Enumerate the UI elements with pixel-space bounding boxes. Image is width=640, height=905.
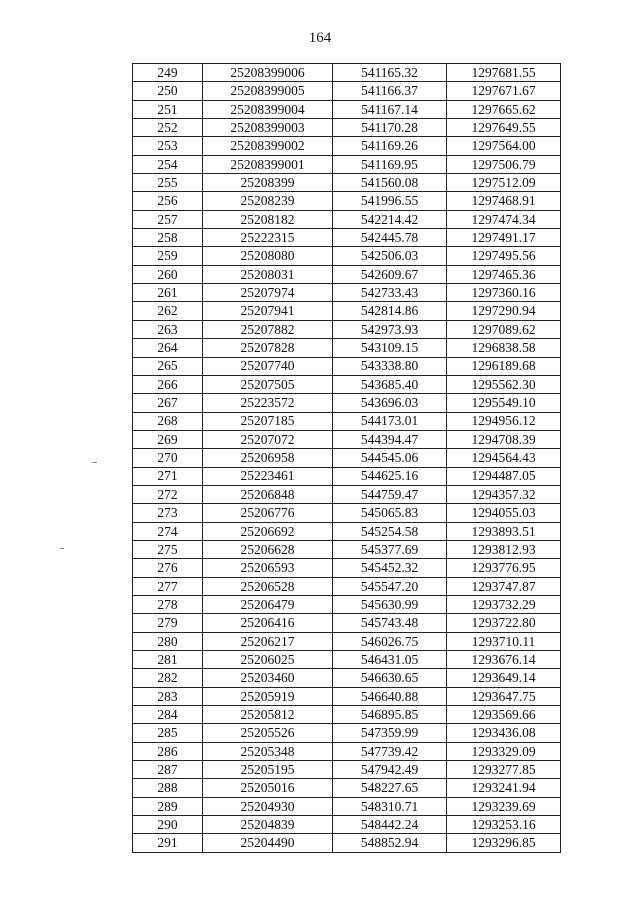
table-row [133,284,561,302]
coordinates-table [132,63,561,853]
y-coordinate-cell: 1294055.03 [447,504,561,522]
point-id-cell: 25208182 [203,210,333,228]
point-id-cell: 25208399003 [203,119,333,137]
table-row [133,174,561,192]
point-id-cell: 25206628 [203,540,333,558]
point-number-cell: 277 [133,577,203,595]
point-id-cell: 25207882 [203,320,333,338]
x-coordinate-cell: 543338.80 [333,357,447,375]
point-id-cell: 25206776 [203,504,333,522]
point-number-cell: 254 [133,155,203,173]
x-coordinate-cell: 541169.26 [333,137,447,155]
table-row [133,779,561,797]
y-coordinate-cell: 1297564.00 [447,137,561,155]
point-id-cell: 25203460 [203,669,333,687]
table-row [133,265,561,283]
table-row [133,430,561,448]
table-row [133,485,561,503]
point-id-cell: 25207505 [203,375,333,393]
table-row [133,302,561,320]
point-id-cell: 25204839 [203,816,333,834]
point-number-cell: 284 [133,706,203,724]
y-coordinate-cell: 1293239.69 [447,797,561,815]
y-coordinate-cell: 1297665.62 [447,100,561,118]
point-id-cell: 25205016 [203,779,333,797]
table-row [133,247,561,265]
point-id-cell: 25207740 [203,357,333,375]
point-number-cell: 264 [133,339,203,357]
point-number-cell: 278 [133,595,203,613]
table-row [133,614,561,632]
point-number-cell: 261 [133,284,203,302]
x-coordinate-cell: 546431.05 [333,651,447,669]
table-row [133,522,561,540]
x-coordinate-cell: 542814.86 [333,302,447,320]
x-coordinate-cell: 548442.24 [333,816,447,834]
y-coordinate-cell: 1297465.36 [447,265,561,283]
y-coordinate-cell: 1293329.09 [447,742,561,760]
point-number-cell: 266 [133,375,203,393]
point-id-cell: 25208080 [203,247,333,265]
point-number-cell: 283 [133,687,203,705]
point-id-cell: 25205919 [203,687,333,705]
x-coordinate-cell: 546895.85 [333,706,447,724]
point-id-cell: 25206692 [203,522,333,540]
x-coordinate-cell: 542973.93 [333,320,447,338]
y-coordinate-cell: 1293241.94 [447,779,561,797]
x-coordinate-cell: 544625.16 [333,467,447,485]
x-coordinate-cell: 543696.03 [333,394,447,412]
table-row [133,632,561,650]
table-row [133,687,561,705]
point-number-cell: 270 [133,449,203,467]
table-row [133,119,561,137]
table-row [133,651,561,669]
y-coordinate-cell: 1294956.12 [447,412,561,430]
table-row [133,595,561,613]
x-coordinate-cell: 548852.94 [333,834,447,852]
y-coordinate-cell: 1293722.80 [447,614,561,632]
point-id-cell: 25206025 [203,651,333,669]
point-number-cell: 258 [133,229,203,247]
point-id-cell: 25208399 [203,174,333,192]
x-coordinate-cell: 541165.32 [333,64,447,82]
point-id-cell: 25208399001 [203,155,333,173]
table-row [133,816,561,834]
point-number-cell: 257 [133,210,203,228]
x-coordinate-cell: 544394.47 [333,430,447,448]
x-coordinate-cell: 542506.03 [333,247,447,265]
y-coordinate-cell: 1293277.85 [447,761,561,779]
table-row [133,797,561,815]
x-coordinate-cell: 543109.15 [333,339,447,357]
point-id-cell: 25223572 [203,394,333,412]
x-coordinate-cell: 543685.40 [333,375,447,393]
y-coordinate-cell: 1293776.95 [447,559,561,577]
point-id-cell: 25205526 [203,724,333,742]
y-coordinate-cell: 1296189.68 [447,357,561,375]
y-coordinate-cell: 1294708.39 [447,430,561,448]
y-coordinate-cell: 1297360.16 [447,284,561,302]
point-number-cell: 281 [133,651,203,669]
x-coordinate-cell: 541167.14 [333,100,447,118]
point-id-cell: 25206416 [203,614,333,632]
table-row [133,669,561,687]
point-number-cell: 288 [133,779,203,797]
y-coordinate-cell: 1294564.43 [447,449,561,467]
y-coordinate-cell: 1293812.93 [447,540,561,558]
table-row [133,64,561,82]
point-number-cell: 251 [133,100,203,118]
x-coordinate-cell: 545065.83 [333,504,447,522]
y-coordinate-cell: 1297468.91 [447,192,561,210]
point-id-cell: 25208399004 [203,100,333,118]
x-coordinate-cell: 544759.47 [333,485,447,503]
table-row [133,375,561,393]
x-coordinate-cell: 541170.28 [333,119,447,137]
x-coordinate-cell: 542609.67 [333,265,447,283]
x-coordinate-cell: 544173.01 [333,412,447,430]
point-number-cell: 287 [133,761,203,779]
point-number-cell: 252 [133,119,203,137]
point-number-cell: 282 [133,669,203,687]
margin-mark [60,548,64,549]
y-coordinate-cell: 1295549.10 [447,394,561,412]
point-number-cell: 290 [133,816,203,834]
y-coordinate-cell: 1295562.30 [447,375,561,393]
x-coordinate-cell: 544545.06 [333,449,447,467]
point-number-cell: 265 [133,357,203,375]
table-row [133,339,561,357]
point-id-cell: 25204930 [203,797,333,815]
point-number-cell: 285 [133,724,203,742]
point-id-cell: 25208399006 [203,64,333,82]
y-coordinate-cell: 1297491.17 [447,229,561,247]
point-number-cell: 272 [133,485,203,503]
point-number-cell: 259 [133,247,203,265]
point-number-cell: 274 [133,522,203,540]
point-id-cell: 25206593 [203,559,333,577]
point-number-cell: 267 [133,394,203,412]
point-number-cell: 271 [133,467,203,485]
x-coordinate-cell: 545377.69 [333,540,447,558]
table-row [133,82,561,100]
x-coordinate-cell: 545254.58 [333,522,447,540]
y-coordinate-cell: 1297671.67 [447,82,561,100]
point-number-cell: 286 [133,742,203,760]
y-coordinate-cell: 1293436.08 [447,724,561,742]
point-number-cell: 263 [133,320,203,338]
table-row [133,137,561,155]
table-row [133,742,561,760]
point-number-cell: 276 [133,559,203,577]
point-id-cell: 25205195 [203,761,333,779]
y-coordinate-cell: 1293296.85 [447,834,561,852]
table-row [133,210,561,228]
table-row [133,540,561,558]
table-row [133,449,561,467]
table-row [133,394,561,412]
x-coordinate-cell: 545452.32 [333,559,447,577]
x-coordinate-cell: 541996.55 [333,192,447,210]
x-coordinate-cell: 546630.65 [333,669,447,687]
x-coordinate-cell: 545547.20 [333,577,447,595]
y-coordinate-cell: 1296838.58 [447,339,561,357]
page-number: 164 [308,30,332,46]
x-coordinate-cell: 545630.99 [333,595,447,613]
point-id-cell: 25204490 [203,834,333,852]
table-row [133,706,561,724]
y-coordinate-cell: 1297681.55 [447,64,561,82]
table-row [133,229,561,247]
y-coordinate-cell: 1293647.75 [447,687,561,705]
x-coordinate-cell: 542445.78 [333,229,447,247]
y-coordinate-cell: 1297089.62 [447,320,561,338]
margin-mark [92,462,97,463]
y-coordinate-cell: 1293747.87 [447,577,561,595]
y-coordinate-cell: 1293253.16 [447,816,561,834]
y-coordinate-cell: 1293649.14 [447,669,561,687]
point-id-cell: 25207185 [203,412,333,430]
point-number-cell: 289 [133,797,203,815]
table-row [133,320,561,338]
point-id-cell: 25206958 [203,449,333,467]
table-row [133,577,561,595]
point-number-cell: 280 [133,632,203,650]
x-coordinate-cell: 541560.08 [333,174,447,192]
table-body [133,64,561,853]
point-number-cell: 249 [133,64,203,82]
y-coordinate-cell: 1294357.32 [447,485,561,503]
x-coordinate-cell: 547739.42 [333,742,447,760]
point-id-cell: 25208399005 [203,82,333,100]
point-id-cell: 25207941 [203,302,333,320]
y-coordinate-cell: 1297290.94 [447,302,561,320]
point-id-cell: 25208399002 [203,137,333,155]
point-id-cell: 25222315 [203,229,333,247]
x-coordinate-cell: 541169.95 [333,155,447,173]
y-coordinate-cell: 1297506.79 [447,155,561,173]
y-coordinate-cell: 1294487.05 [447,467,561,485]
y-coordinate-cell: 1293569.66 [447,706,561,724]
point-number-cell: 253 [133,137,203,155]
table-row [133,559,561,577]
x-coordinate-cell: 548310.71 [333,797,447,815]
x-coordinate-cell: 541166.37 [333,82,447,100]
y-coordinate-cell: 1293710.11 [447,632,561,650]
point-number-cell: 256 [133,192,203,210]
x-coordinate-cell: 546640.88 [333,687,447,705]
coordinates-table-container [132,63,561,853]
table-row [133,357,561,375]
point-id-cell: 25207072 [203,430,333,448]
x-coordinate-cell: 542733.43 [333,284,447,302]
x-coordinate-cell: 547942.49 [333,761,447,779]
table-row [133,467,561,485]
point-id-cell: 25223461 [203,467,333,485]
point-number-cell: 273 [133,504,203,522]
point-id-cell: 25205348 [203,742,333,760]
point-id-cell: 25205812 [203,706,333,724]
table-row [133,761,561,779]
point-number-cell: 268 [133,412,203,430]
point-number-cell: 262 [133,302,203,320]
table-row [133,834,561,852]
point-id-cell: 25206217 [203,632,333,650]
table-row [133,504,561,522]
y-coordinate-cell: 1293676.14 [447,651,561,669]
point-number-cell: 291 [133,834,203,852]
table-row [133,724,561,742]
table-row [133,100,561,118]
y-coordinate-cell: 1297474.34 [447,210,561,228]
x-coordinate-cell: 548227.65 [333,779,447,797]
point-id-cell: 25207828 [203,339,333,357]
point-number-cell: 250 [133,82,203,100]
x-coordinate-cell: 542214.42 [333,210,447,228]
point-id-cell: 25206848 [203,485,333,503]
point-id-cell: 25206479 [203,595,333,613]
y-coordinate-cell: 1297512.09 [447,174,561,192]
point-number-cell: 260 [133,265,203,283]
point-id-cell: 25208031 [203,265,333,283]
point-id-cell: 25208239 [203,192,333,210]
table-row [133,412,561,430]
table-row [133,192,561,210]
point-number-cell: 269 [133,430,203,448]
y-coordinate-cell: 1293732.29 [447,595,561,613]
point-number-cell: 279 [133,614,203,632]
point-id-cell: 25206528 [203,577,333,595]
point-number-cell: 275 [133,540,203,558]
y-coordinate-cell: 1297495.56 [447,247,561,265]
table-row [133,155,561,173]
x-coordinate-cell: 546026.75 [333,632,447,650]
point-number-cell: 255 [133,174,203,192]
x-coordinate-cell: 545743.48 [333,614,447,632]
y-coordinate-cell: 1297649.55 [447,119,561,137]
point-id-cell: 25207974 [203,284,333,302]
y-coordinate-cell: 1293893.51 [447,522,561,540]
x-coordinate-cell: 547359.99 [333,724,447,742]
